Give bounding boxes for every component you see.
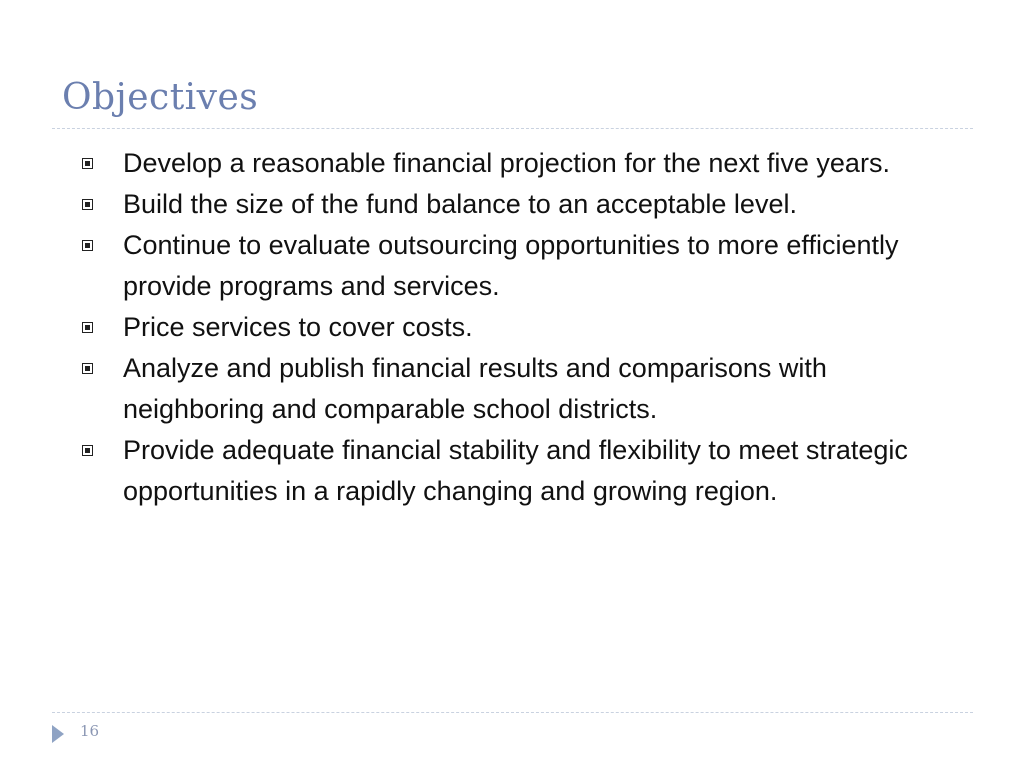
list-item <box>82 143 942 184</box>
square-bullet-icon <box>82 158 93 169</box>
list-item-text: Build the size of the fund balance to an acceptable level. <box>123 189 797 219</box>
square-bullet-icon <box>82 199 93 210</box>
list-item <box>82 225 942 307</box>
list-item-text: Provide adequate financial stability and flexibility to meet strategic opportunities in a rapidly changing and growing region. <box>123 435 908 506</box>
square-bullet-icon <box>82 322 93 333</box>
square-bullet-icon <box>82 445 93 456</box>
list-item-text: Price services to cover costs. <box>123 312 473 342</box>
list-item <box>82 430 942 512</box>
footer-divider <box>52 712 973 713</box>
title-divider <box>52 128 973 129</box>
square-bullet-icon <box>82 240 93 251</box>
objectives-list <box>82 143 942 512</box>
list-item-text: Develop a reasonable financial projection for the next five years. <box>123 148 890 178</box>
list-item <box>82 307 942 348</box>
play-triangle-icon <box>52 725 64 743</box>
list-item <box>82 184 942 225</box>
list-item-text: Continue to evaluate outsourcing opportunities to more efficiently provide programs and services. <box>123 230 899 301</box>
page-number: 16 <box>80 722 100 740</box>
square-bullet-icon <box>82 363 93 374</box>
list-item <box>82 348 942 430</box>
slide-title: Objectives <box>62 77 259 118</box>
list-item-text: Analyze and publish financial results and comparisons with neighboring and comparable school districts. <box>123 353 827 424</box>
